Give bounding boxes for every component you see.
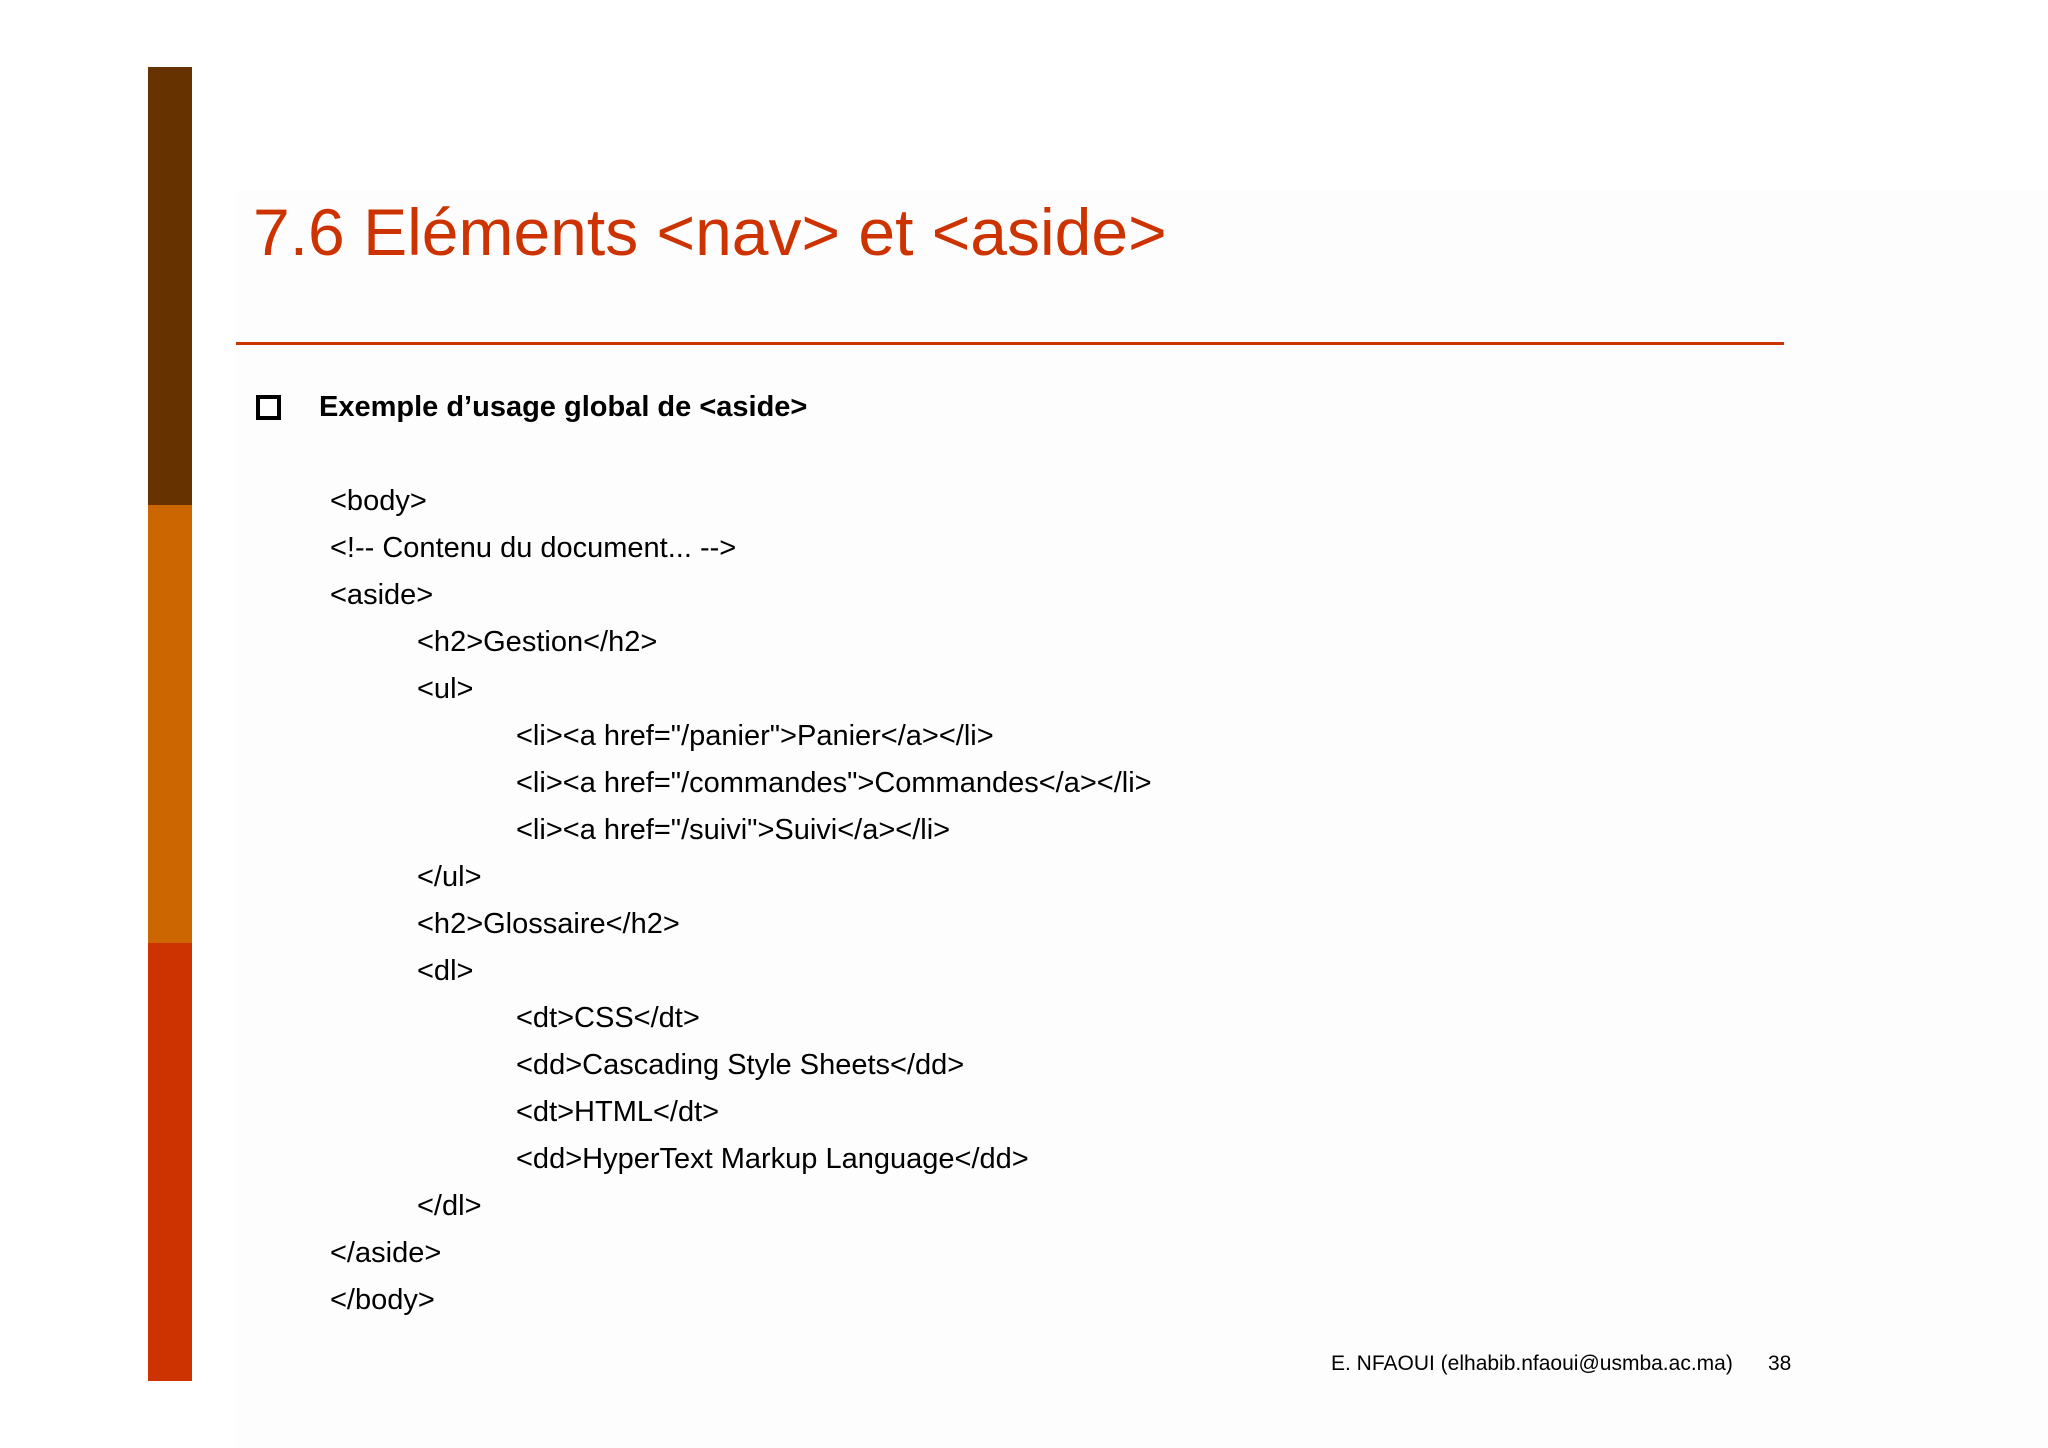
code-line: <li><a href="/commandes">Commandes</a></li> [516, 767, 1152, 799]
code-line: <li><a href="/panier">Panier</a></li> [516, 720, 994, 752]
code-line: <h2>Gestion</h2> [417, 626, 658, 658]
title-divider [236, 342, 1784, 345]
code-line: </aside> [330, 1237, 442, 1269]
code-line: <aside> [330, 579, 434, 611]
slide-title: 7.6 Eléments <nav> et <aside> [253, 195, 1167, 269]
code-line: <!-- Contenu du document... --> [330, 532, 737, 564]
code-line: </dl> [417, 1190, 482, 1222]
code-line: <body> [330, 485, 427, 517]
side-bar-middle-segment [148, 505, 192, 943]
code-line: <h2>Glossaire</h2> [417, 908, 680, 940]
code-line: <dt>HTML</dt> [516, 1096, 720, 1128]
footer-author: E. NFAOUI (elhabib.nfaoui@usmba.ac.ma) [1331, 1352, 1733, 1375]
code-line: </ul> [417, 861, 482, 893]
slide-background [236, 190, 2048, 1448]
code-line: <dd>Cascading Style Sheets</dd> [516, 1049, 965, 1081]
bullet-heading: Exemple d’usage global de <aside> [319, 391, 808, 423]
page-number: 38 [1768, 1352, 1792, 1375]
square-bullet-icon [256, 395, 281, 420]
code-line: <li><a href="/suivi">Suivi</a></li> [516, 814, 951, 846]
code-line: <dl> [417, 955, 474, 987]
code-line: </body> [330, 1284, 435, 1316]
code-line: <dd>HyperText Markup Language</dd> [516, 1143, 1029, 1175]
code-line: <dt>CSS</dt> [516, 1002, 700, 1034]
code-line: <ul> [417, 673, 474, 705]
side-bar-bottom-segment [148, 943, 192, 1381]
side-bar-top-segment [148, 67, 192, 505]
